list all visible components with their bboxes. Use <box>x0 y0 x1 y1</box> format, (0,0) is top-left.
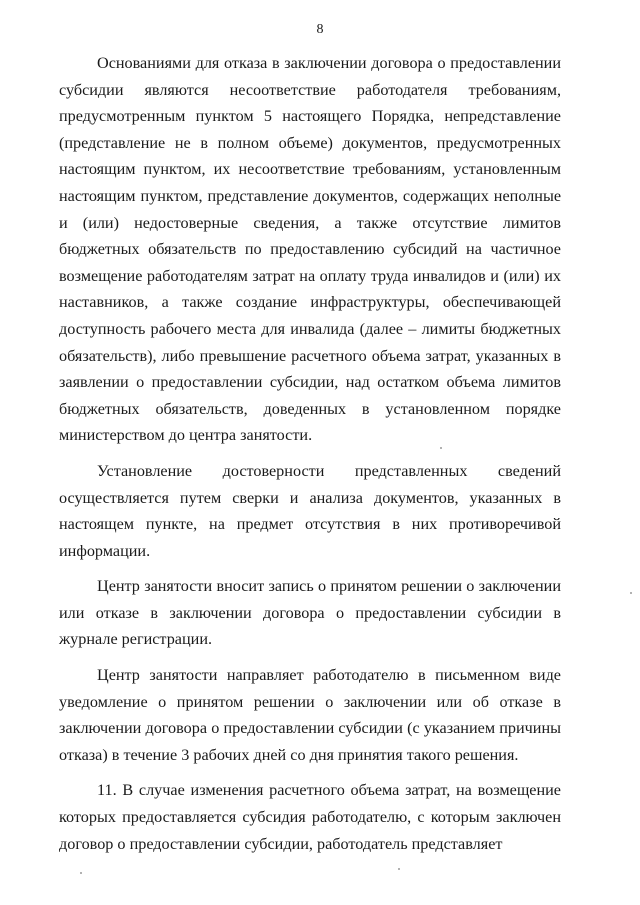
paragraph-refusal-grounds: Основаниями для отказа в заключении договора о предоставлении субсидии являются несоответствие работодателя требованиям, предусмотренным пунктом 5 настоящего Порядка, непредставление (представление не в полном объеме) документов, предусмотренных настоящим пунктом, их несоответствие требованиям, установленным настоящим пунктом, представление документов, содержащих неполные и (или) недостоверные сведения, а также отсутствие лимитов бюджетных обязательств по предоставлению субсидий на частичное возмещение работодателям затрат на оплату труда инвалидов и (или) их наставников, а также создание инфраструктуры, обеспечивающей доступность рабочего места для инвалида (далее – лимиты бюджетных обязательств), либо превышение расчетного объема затрат, указанных в заявлении о предоставлении субсидии, над остатком объема лимитов бюджетных обязательств, доведенных в установленном порядке министерством до центра занятости. <box>59 54 561 445</box>
scan-speck <box>440 447 442 449</box>
document-body <box>59 50 561 866</box>
scan-speck <box>398 868 400 870</box>
scan-speck <box>630 592 632 594</box>
paragraph-item-11: 11. В случае изменения расчетного объема затрат, на возмещение которых предоставляется субсидия работодателю, с которым заключен договор о предоставлении субсидии, работодатель представляет <box>59 781 561 853</box>
paragraph-verification: Установление достоверности представленных сведений осуществляется путем сверки и анализа документов, указанных в настоящем пункте, на предмет отсутствия в них противоречивой информации. <box>59 461 561 560</box>
paragraph-notification: Центр занятости направляет работодателю в письменном виде уведомление о принятом решении о заключении или об отказе в заключении договора о предоставлении субсидии (с указанием причины отказа) в течение 3 рабочих дней со дня принятия такого решения. <box>59 666 561 764</box>
paragraph-journal-record: Центр занятости вносит запись о принятом решении о заключении или отказе в заключении договора о предоставлении субсидии в журнале регистрации. <box>59 577 561 649</box>
page-number: 8 <box>316 22 324 37</box>
scan-speck <box>80 872 82 874</box>
